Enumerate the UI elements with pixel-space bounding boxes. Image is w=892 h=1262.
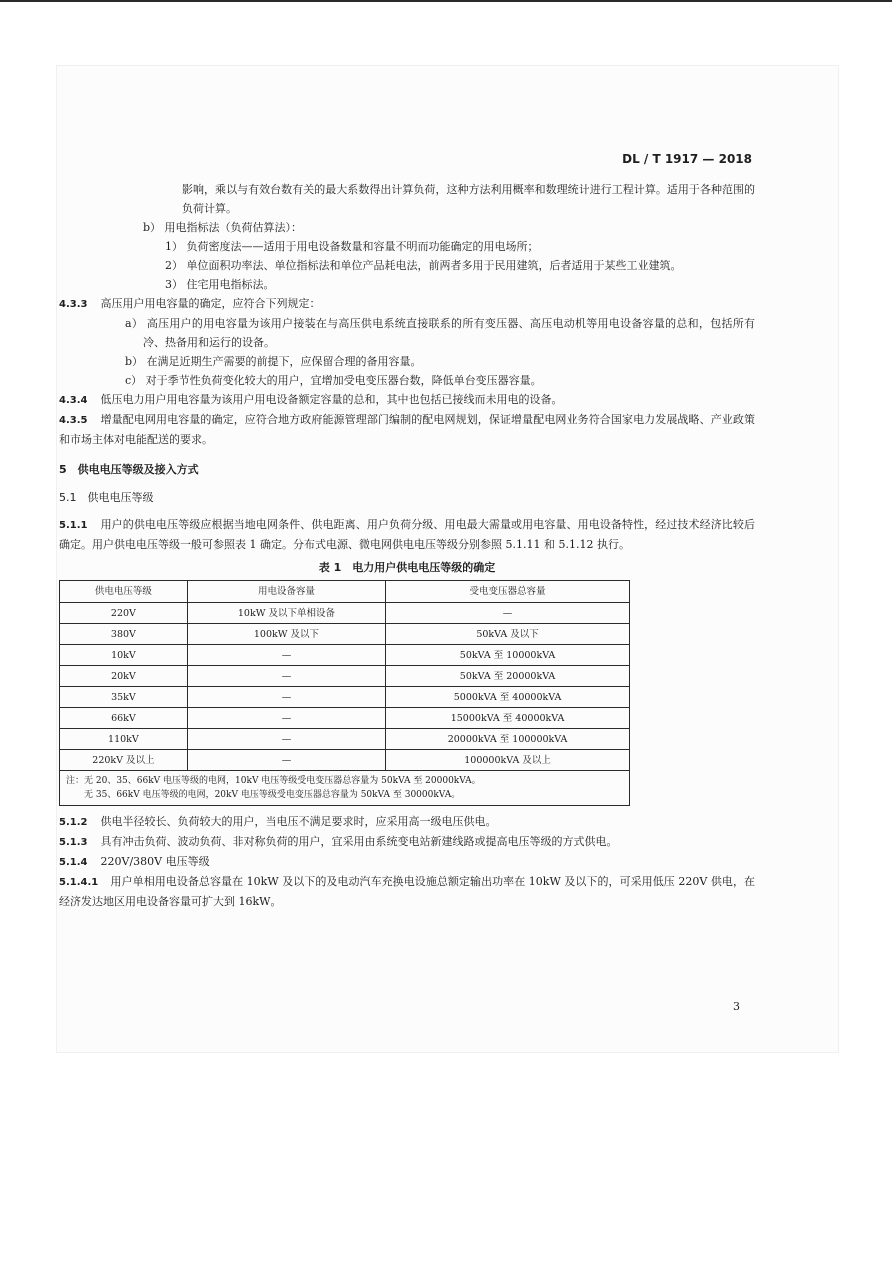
header-cell: 受电变压器总容量 <box>386 581 630 603</box>
voltage-level-table <box>59 580 630 806</box>
clause-text: 低压电力用户用电容量为该用户用电设备额定容量的总和，其中也包括已接线而未用电的设备。 <box>100 393 563 406</box>
table-row <box>60 624 630 645</box>
item-bb: b） 在满足近期生产需要的前提下，应保留合理的备用容量。 <box>125 355 422 368</box>
clause-5-1-1 <box>59 515 755 554</box>
table-cell: — <box>187 729 385 750</box>
item-b2: 2） 单位面积功率法、单位指标法和单位产品耗电法，前两者多用于民用建筑，后者适用于某些工业建筑。 <box>165 259 682 272</box>
clause-number: 4.3.3 <box>59 299 88 310</box>
table-cell: 50kVA 及以下 <box>386 624 630 645</box>
table-cell: 5000kVA 至 40000kVA <box>386 687 630 708</box>
table-cell: 380V <box>60 624 188 645</box>
clause-5-1-2 <box>59 812 755 832</box>
table-note <box>60 771 630 806</box>
table-cell: 220kV 及以上 <box>60 750 188 771</box>
table-note-line-1: 注：无 20、35、66kV 电压等级的电网，10kV 电压等级受电变压器总容量为 50kVA 至 20000kVA。 <box>66 776 481 786</box>
clause-5-1-4-1 <box>59 872 755 911</box>
table-cell: 50kVA 至 20000kVA <box>386 666 630 687</box>
table-row <box>60 603 630 624</box>
table-cell: 20kV <box>60 666 188 687</box>
table-cell: 10kW 及以下单相设备 <box>187 603 385 624</box>
clause-text: 具有冲击负荷、波动负荷、非对称负荷的用户，宜采用由系统变电站新建线路或提高电压等级的方式供电。 <box>100 835 618 848</box>
table-cell: — <box>187 666 385 687</box>
section-heading-5: 5 供电电压等级及接入方式 <box>59 463 199 476</box>
clause-number: 5.1.3 <box>59 837 88 848</box>
table-title: 表 1 电力用户供电电压等级的确定 <box>318 561 496 574</box>
clause-number: 5.1.2 <box>59 817 88 828</box>
table-cell: 15000kVA 至 40000kVA <box>386 708 630 729</box>
item-b: b） 用电指标法（负荷估算法）： <box>143 221 303 234</box>
header-cell: 用电设备容量 <box>187 581 385 603</box>
item-b1: 1） 负荷密度法——适用于用电设备数量和容量不明而功能确定的用电场所； <box>165 240 539 253</box>
table-cell: — <box>386 603 630 624</box>
section-heading-5-1: 5.1 供电电压等级 <box>59 491 154 504</box>
table-cell: 220V <box>60 603 188 624</box>
item-b3: 3） 住宅用电指标法。 <box>165 278 275 291</box>
clause-number: 4.3.5 <box>59 415 88 426</box>
table-cell: — <box>187 645 385 666</box>
table-header-row <box>60 581 630 603</box>
clause-5-1-3 <box>59 832 755 852</box>
table-note-line-2: 无 35、66kV 电压等级的电网，20kV 电压等级受电变压器总容量为 50kVA 至 30000kVA。 <box>84 790 461 800</box>
clause-text: 用户的供电电压等级应根据当地电网条件、供电距离、用户负荷分级、用电最大需量或用电容量、用电设备特性，经过技术经济比较后确定。用户供电电压等级一般可参照表 1 确定。分布式电源、微电网供电电压等级分别参照 5.1.11 和 5.1.12 执行。 <box>59 518 755 551</box>
table-cell: 10kV <box>60 645 188 666</box>
table-row <box>60 666 630 687</box>
table-cell: — <box>187 708 385 729</box>
table-cell: 35kV <box>60 687 188 708</box>
clause-number: 5.1.1 <box>59 520 88 531</box>
table-row <box>60 687 630 708</box>
table-row <box>60 750 630 771</box>
table-cell: 50kVA 至 10000kVA <box>386 645 630 666</box>
table-row <box>60 729 630 750</box>
table-cell: 66kV <box>60 708 188 729</box>
clause-4-3-3 <box>59 294 755 314</box>
item-a: a） 高压用户的用电容量为该用户接装在与高压供电系统直接联系的所有变压器、高压电动机等用电设备容量的总和，包括所有冷、热备用和运行的设备。 <box>125 317 755 349</box>
table-cell: 20000kVA 至 100000kVA <box>386 729 630 750</box>
clause-4-3-5 <box>59 410 755 449</box>
clause-number: 5.1.4.1 <box>59 877 99 888</box>
table-cell: — <box>187 750 385 771</box>
table-row <box>60 708 630 729</box>
table-row <box>60 645 630 666</box>
clause-4-3-4 <box>59 390 755 410</box>
page-content <box>59 152 755 911</box>
clause-5-1-4 <box>59 852 755 872</box>
top-border-rule <box>0 0 892 2</box>
header-cell: 供电电压等级 <box>60 581 188 603</box>
paragraph-continuation: 影响，乘以与有效台数有关的最大系数得出计算负荷，这种方法利用概率和数理统计进行工程计算。适用于各种范围的负荷计算。 <box>182 183 755 215</box>
table-cell: 100kW 及以下 <box>187 624 385 645</box>
clause-text: 增量配电网用电容量的确定，应符合地方政府能源管理部门编制的配电网规划，保证增量配电网业务符合国家电力发展战略、产业政策和市场主体对电能配送的要求。 <box>59 413 755 446</box>
clause-text: 高压用户用电容量的确定，应符合下列规定： <box>100 297 321 310</box>
clause-text: 220V/380V 电压等级 <box>100 855 210 868</box>
table-cell: 110kV <box>60 729 188 750</box>
clause-text: 用户单相用电设备总容量在 10kW 及以下的及电动汽车充换电设施总额定输出功率在 10kW 及以下的，可采用低压 220V 供电，在经济发达地区用电设备容量可扩大到 16kW。 <box>59 875 755 908</box>
clause-text: 供电半径较长、负荷较大的用户，当电压不满足要求时，应采用高一级电压供电。 <box>100 815 497 828</box>
page-number: 3 <box>733 1000 740 1013</box>
clause-number: 4.3.4 <box>59 395 88 406</box>
table-note-row <box>60 771 630 806</box>
table-cell: — <box>187 687 385 708</box>
table-cell: 100000kVA 及以上 <box>386 750 630 771</box>
document-code-header: DL / T 1917 — 2018 <box>622 152 752 166</box>
item-c: c） 对于季节性负荷变化较大的用户，宜增加受电变压器台数，降低单台变压器容量。 <box>125 374 542 387</box>
clause-number: 5.1.4 <box>59 857 88 868</box>
